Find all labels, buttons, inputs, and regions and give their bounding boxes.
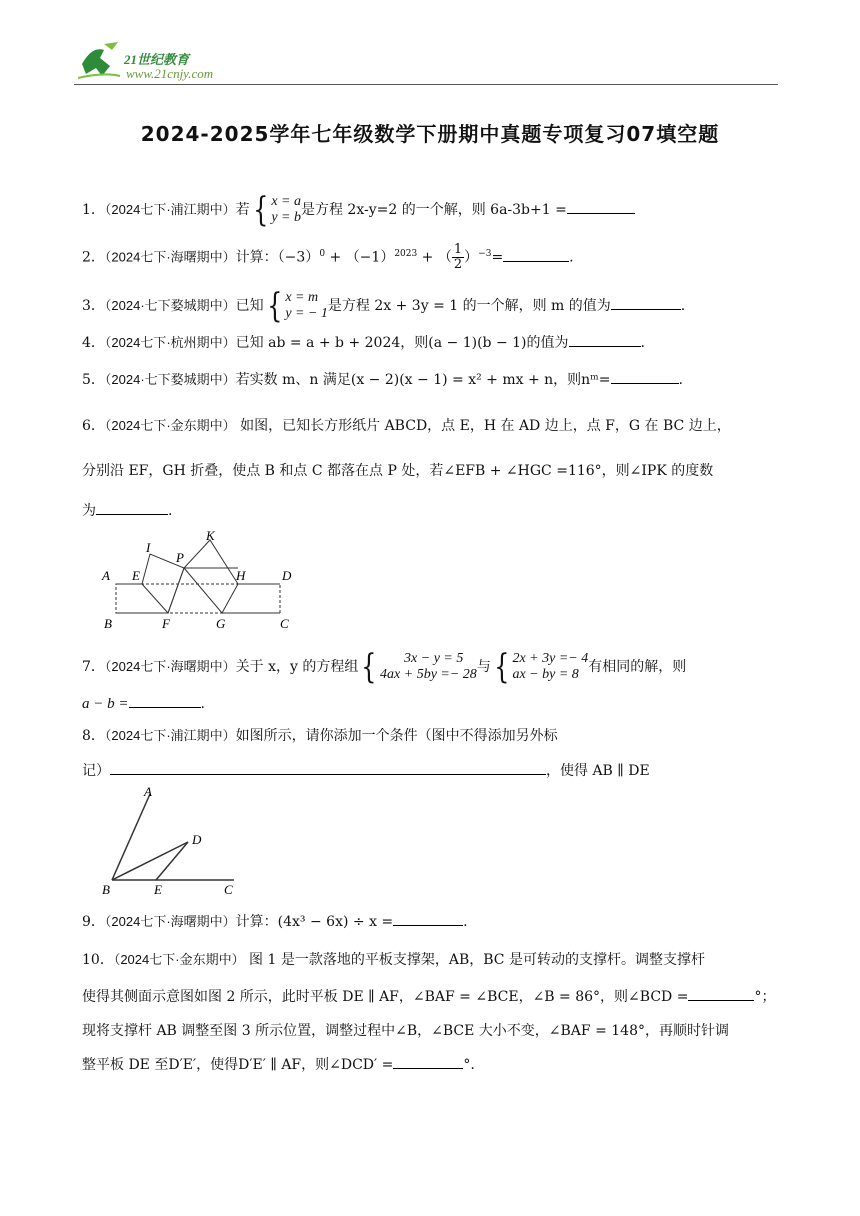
- answer-blank: [611, 369, 679, 384]
- label-E: E: [154, 882, 162, 897]
- answer-blank: [688, 986, 754, 1001]
- label-D: D: [192, 832, 202, 847]
- question-3: 3．（2024·七下婺城期中）已知 { x = m y = − 1 是方程 2x + 3y = 1 的一个解，则 m 的值为 .: [82, 286, 686, 326]
- label-C: C: [280, 616, 289, 631]
- question-6-line-3: 为 .: [82, 500, 780, 521]
- figure-folded-rectangle: [96, 528, 306, 638]
- question-6: 6．（2024七下·金东期中） 如图，已知长方形纸片 ABCD，点 E，H 在 AD 边上，点 F，G 在 BC 边上，: [82, 418, 731, 434]
- answer-blank: [611, 295, 681, 310]
- answer-blank: [503, 247, 569, 262]
- label-H: H: [236, 568, 246, 583]
- label-P: P: [176, 550, 184, 565]
- answer-blank: [110, 760, 546, 775]
- question-10: 10．（2024七下·金东期中） 图 1 是一款落地的平板支撑架，AB，BC 是可转动的支撑杆。调整支撑杆: [82, 952, 705, 968]
- question-2: 2．（2024七下·海曙期中）计算：$(-3)^0 + (-1)^{2023}$ + （ $\frac{1}{2}$ ）$^{-3}$= .: [82, 242, 574, 272]
- question-5: 5．（2024·七下婺城期中）若实数 m、n 满足(x − 2)(x − 1) = x² + mx + n，则nᵐ= .: [82, 369, 780, 390]
- question-10-line-3: 现将支撑杆 AB 调整至图 3 所示位置，调整过程中∠B，∠BCE 大小不变，∠BAF = 148°，再顺时针调: [82, 1023, 729, 1039]
- answer-blank: [129, 693, 201, 708]
- question-10-line-4: 整平板 DE 至D′E′，使得D′E′ ∥ AF，则∠DCD′ = °.: [82, 1054, 780, 1075]
- question-10-line-2: 使得其侧面示意图如图 2 所示，此时平板 DE ∥ AF，∠BAF = ∠BCE，∠B = 86°，则∠BCD = °；: [82, 986, 780, 1007]
- label-K: K: [206, 528, 215, 543]
- answer-blank: [567, 199, 635, 214]
- logo-text: 21世纪教育: [124, 52, 190, 67]
- label-I: I: [146, 540, 151, 555]
- label-C: C: [224, 882, 233, 897]
- question-8-line-2: 记） ，使得 AB ∥ DE: [82, 760, 780, 781]
- question-4: 4．（2024七下·杭州期中）已知 ab = a + b + 2024，则(a − 1)(b − 1)的值为 .: [82, 332, 780, 353]
- answer-blank: [393, 911, 463, 926]
- question-8: 8．（2024七下·浦江期中）如图所示，请你添加一个条件（图中不得添加另外标: [82, 728, 558, 744]
- answer-blank: [96, 500, 168, 515]
- label-G: G: [216, 616, 226, 631]
- question-7: 7．（2024七下·海曙期中）关于 x，y 的方程组 { 3x − y = 5 4ax + 5by =− 28 与 { 2x + 3y =− 4 ax − by = 8 有相同的解，则: [82, 647, 687, 687]
- label-B: B: [102, 882, 110, 897]
- label-A: A: [102, 568, 110, 583]
- page-title: 2024-2025学年七年级数学下册期中真题专项复习07填空题: [140, 122, 720, 146]
- question-7-line-2: a − b = .: [82, 693, 780, 714]
- label-B: B: [104, 616, 112, 631]
- answer-blank: [569, 332, 641, 347]
- question-1: 1．（2024七下·浦江期中）若 { x = a y = b 是方程 2x-y=2 的一个解，则 6a-3b+1 =: [82, 193, 780, 227]
- label-D: D: [282, 568, 292, 583]
- logo-url: www.21cnjy.com: [126, 66, 214, 81]
- label-A: A: [144, 784, 152, 799]
- answer-blank: [393, 1054, 463, 1069]
- header-rule: [74, 84, 778, 85]
- logo-21cnjy: [74, 36, 244, 84]
- question-6-line-2: 分别沿 EF，GH 折叠，使点 B 和点 C 都落在点 P 处，若∠EFB + ∠HGC =116°，则∠IPK 的度数: [82, 463, 714, 479]
- label-F: F: [162, 616, 170, 631]
- question-9: 9．（2024七下·海曙期中）计算：(4x³ − 6x) ÷ x = .: [82, 911, 780, 932]
- figure-angles: [98, 780, 248, 900]
- label-E: E: [132, 568, 140, 583]
